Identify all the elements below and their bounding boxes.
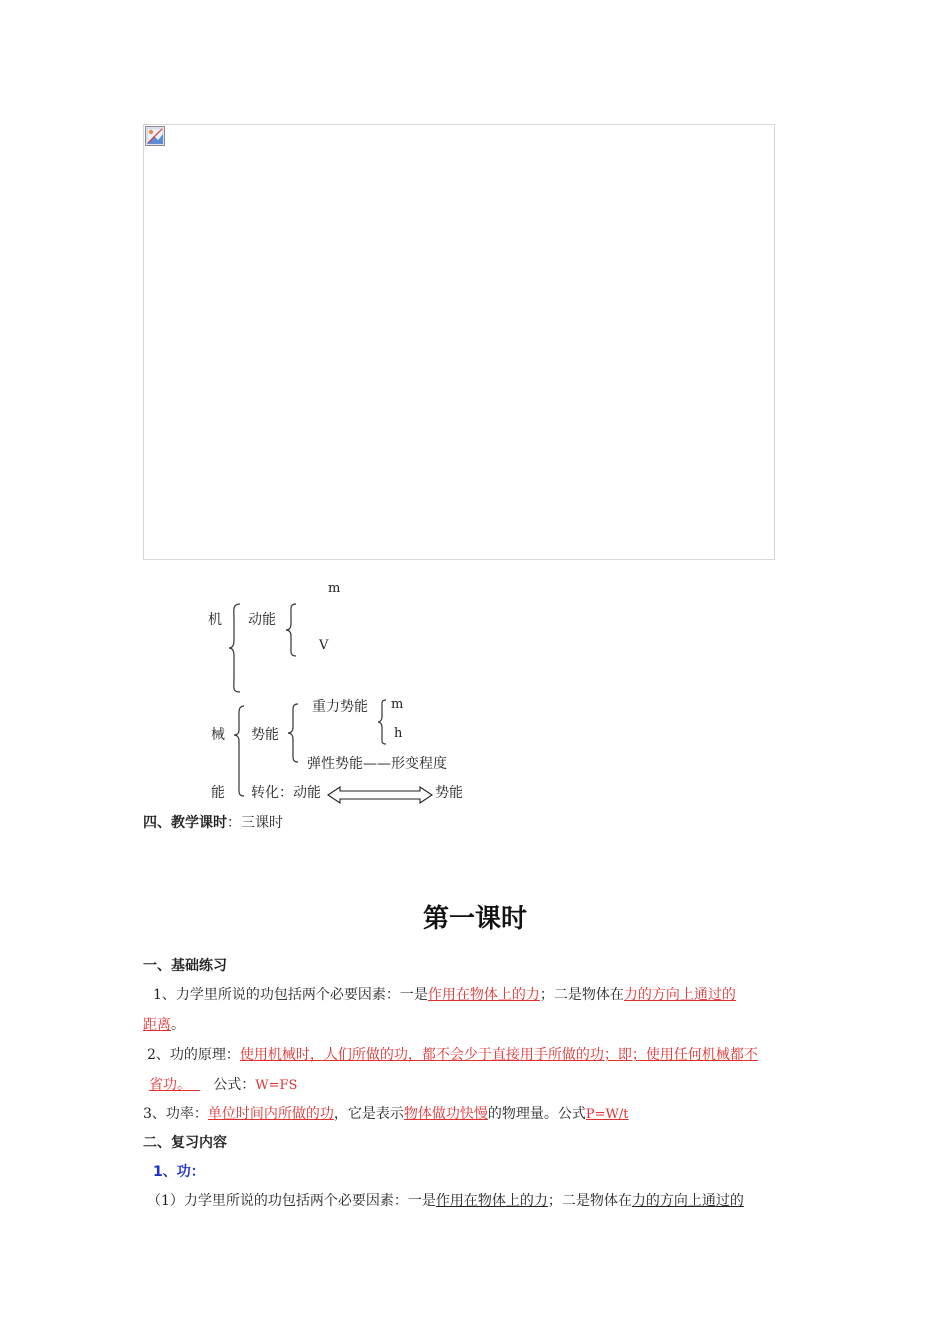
q1-line1 [153,984,736,1004]
review-content-heading: 二、复习内容 [143,1135,227,1151]
diagram-char-xie: 械 [211,727,225,743]
q1-prefix: 1、力学里所说的功包括两个必要因素：一是 [153,987,428,1003]
q1-answer2b: 距离 [143,1017,171,1033]
lesson-title: 第一课时 [422,904,527,934]
q3-line [143,1103,629,1123]
diagram-char-neng: 能 [211,785,225,801]
q1-answer2a: 力的方向上通过的 [623,987,736,1003]
broken-image-icon [145,126,165,146]
review-p1-mid: ；二是物体在 [547,1193,632,1209]
review-p1-answer2: 力的方向上通过的 [631,1193,744,1209]
gravity-mass: m [391,697,404,712]
review-p1-prefix: （1）力学里所说的功包括两个必要因素：一是 [147,1193,436,1209]
q3-answer2: 物体做功快慢 [403,1106,488,1122]
kinetic-velocity: V [319,638,329,653]
q3-answer1: 单位时间内所做的功 [207,1106,334,1122]
elastic-potential-label: 弹性势能——形变程度 [307,756,447,772]
big-brace-icon [226,602,246,694]
teaching-hours-label: 四、教学课时 [143,815,227,831]
diagram-char-ji: 机 [208,612,222,628]
q2-formula-label: 公式： [213,1077,256,1093]
conversion-shineng: 势能 [435,785,463,801]
q3-mid2: 的物理量。公式 [487,1106,586,1122]
dongneng-label: 动能 [248,612,276,628]
q1-end: 。 [171,1017,185,1033]
kinetic-brace-icon [284,602,300,658]
review-p1-answer1: 作用在物体上的力 [435,1193,548,1209]
q3-mid: ，它是表示 [333,1106,404,1122]
conversion-label: 转化：动能 [251,785,321,801]
potential-brace-icon [286,702,302,764]
gravity-height: h [394,726,403,741]
q1-answer1: 作用在物体上的力 [427,987,540,1003]
q2-answer1a: 使用机械时，人们所做的功，都不会少于直接用手所做的功；即；使用任何机械都不 [239,1047,758,1063]
shineng-label: 势能 [251,727,279,743]
review-p1-line [147,1190,744,1210]
gravity-potential-label: 重力势能 [312,699,368,715]
teaching-hours-value: 三课时 [241,815,283,831]
q3-formula: P=W/t [585,1107,629,1122]
q3-prefix: 3、功率： [143,1106,208,1122]
q2-formula: W=FS [255,1078,298,1093]
q2-answer1b: 省功。 [149,1077,191,1093]
q1-line2 [143,1014,185,1034]
teaching-hours-line [143,812,283,832]
q2-line1 [147,1044,758,1064]
image-placeholder [143,124,775,560]
mechanical-lower-brace-icon [232,704,248,798]
q1-mid: ；二是物体在 [539,987,624,1003]
double-arrow-icon [327,786,433,804]
q2-line2 [149,1074,297,1094]
work-subheading: 1、功： [153,1164,205,1180]
gravity-brace-icon [376,698,390,746]
q2-prefix: 2、功的原理： [147,1047,240,1063]
basic-practice-heading: 一、基础练习 [143,958,227,974]
teaching-hours-colon: ： [227,815,241,831]
kinetic-mass: m [328,581,341,596]
